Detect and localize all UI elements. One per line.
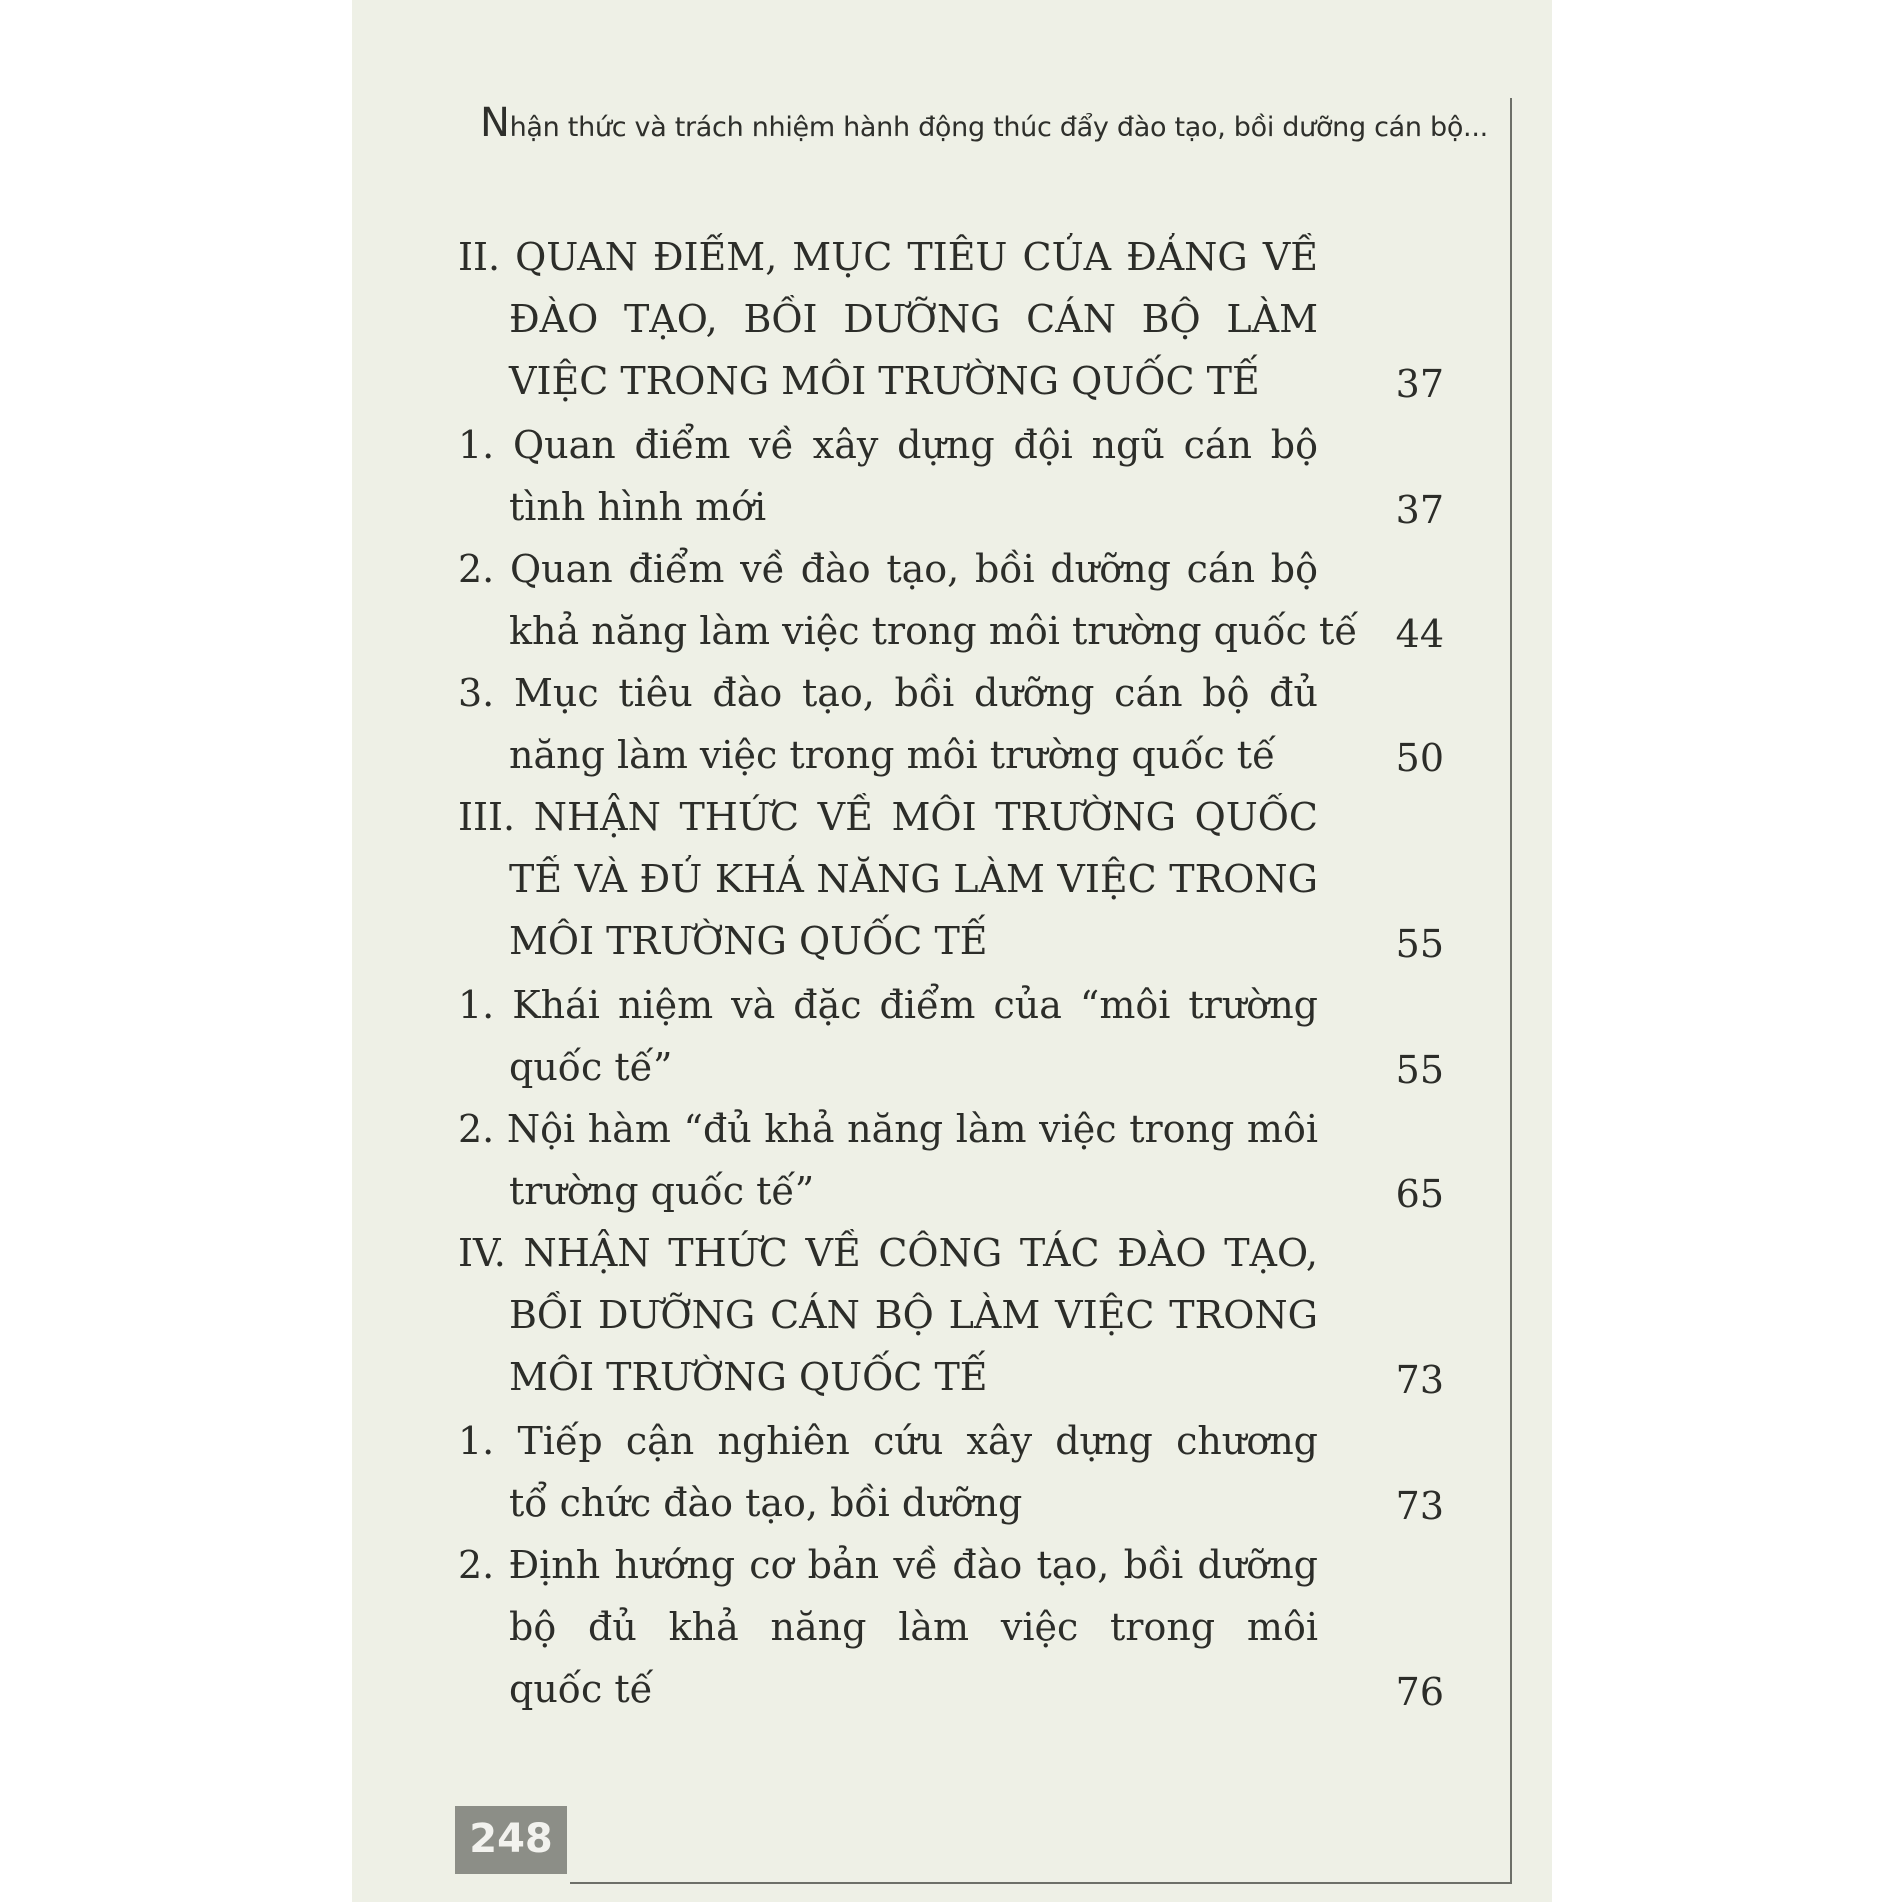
toc-page-number: 55 <box>1395 1048 1444 1092</box>
toc-entry-line: 1. Quan điểm về xây dựng đội ngũ cán bộ <box>458 423 1318 467</box>
toc-entry-line: IV. NHẬN THỨC VỀ CÔNG TÁC ĐÀO TẠO, <box>458 1231 1318 1275</box>
toc-page-number: 37 <box>1395 362 1444 406</box>
toc-entry-line: quốc tế <box>509 1667 654 1711</box>
toc-entry-line: 1. Khái niệm và đặc điểm của “môi trường <box>458 983 1318 1027</box>
toc-entry-line: III. NHẬN THỨC VỀ MÔI TRƯỜNG QUỐC <box>458 795 1318 839</box>
toc-entry-line: MÔI TRƯỜNG QUỐC TẾ <box>509 919 988 963</box>
toc-page-number: 76 <box>1395 1670 1444 1714</box>
toc-entry-line: II. QUAN ĐIỂM, MỤC TIÊU CỦA ĐẢNG VỀ <box>458 235 1318 279</box>
toc-entry-line: VIỆC TRONG MÔI TRƯỜNG QUỐC TẾ <box>509 359 1260 403</box>
toc-entry-line: trường quốc tế” <box>509 1169 815 1213</box>
toc-entry-line: khả năng làm việc trong môi trường quốc tế <box>509 609 1358 653</box>
toc-entry-line: 2. Nội hàm “đủ khả năng làm việc trong môi <box>458 1107 1318 1151</box>
toc-page-number: 55 <box>1395 922 1444 966</box>
toc-entry-line: bộ đủ khả năng làm việc trong môi <box>509 1605 1318 1649</box>
toc-page-number: 65 <box>1395 1172 1444 1216</box>
toc-entry-line: 2. Quan điểm về đào tạo, bồi dưỡng cán bộ <box>458 547 1318 591</box>
toc-entry-line: tình hình mới <box>509 485 767 529</box>
toc-entry-line: quốc tế” <box>509 1045 673 1089</box>
toc-entry-line: MÔI TRƯỜNG QUỐC TẾ <box>509 1355 988 1399</box>
toc-entry-line: 2. Định hướng cơ bản về đào tạo, bồi dưỡng <box>458 1543 1318 1587</box>
running-head-initial: N <box>480 100 510 146</box>
toc-page-number: 73 <box>1395 1358 1444 1402</box>
toc-page-number: 37 <box>1395 488 1444 532</box>
running-head-text: hận thức và trách nhiệm hành động thúc đẩy đào tạo, bồi dưỡng cán bộ... <box>509 112 1488 143</box>
toc-entry-line: ĐÀO TẠO, BỒI DƯỠNG CÁN BỘ LÀM <box>509 297 1318 341</box>
toc-entry-line: TẾ VÀ ĐỦ KHẢ NĂNG LÀM VIỆC TRONG <box>509 857 1318 901</box>
toc-page-number: 50 <box>1395 736 1444 780</box>
folio-box <box>455 1806 567 1874</box>
page-number: 248 <box>469 1816 553 1862</box>
toc-entry-line: 3. Mục tiêu đào tạo, bồi dưỡng cán bộ đủ <box>458 671 1318 715</box>
toc-entry-line: tổ chức đào tạo, bồi dưỡng <box>509 1481 1023 1525</box>
toc-entry-line: năng làm việc trong môi trường quốc tế <box>509 733 1276 777</box>
toc-entry-line: 1. Tiếp cận nghiên cứu xây dựng chương <box>458 1419 1318 1463</box>
toc-page-number: 44 <box>1395 612 1444 656</box>
toc-entry-line: BỒI DƯỠNG CÁN BỘ LÀM VIỆC TRONG <box>509 1293 1318 1337</box>
toc-page-number: 73 <box>1395 1484 1444 1528</box>
